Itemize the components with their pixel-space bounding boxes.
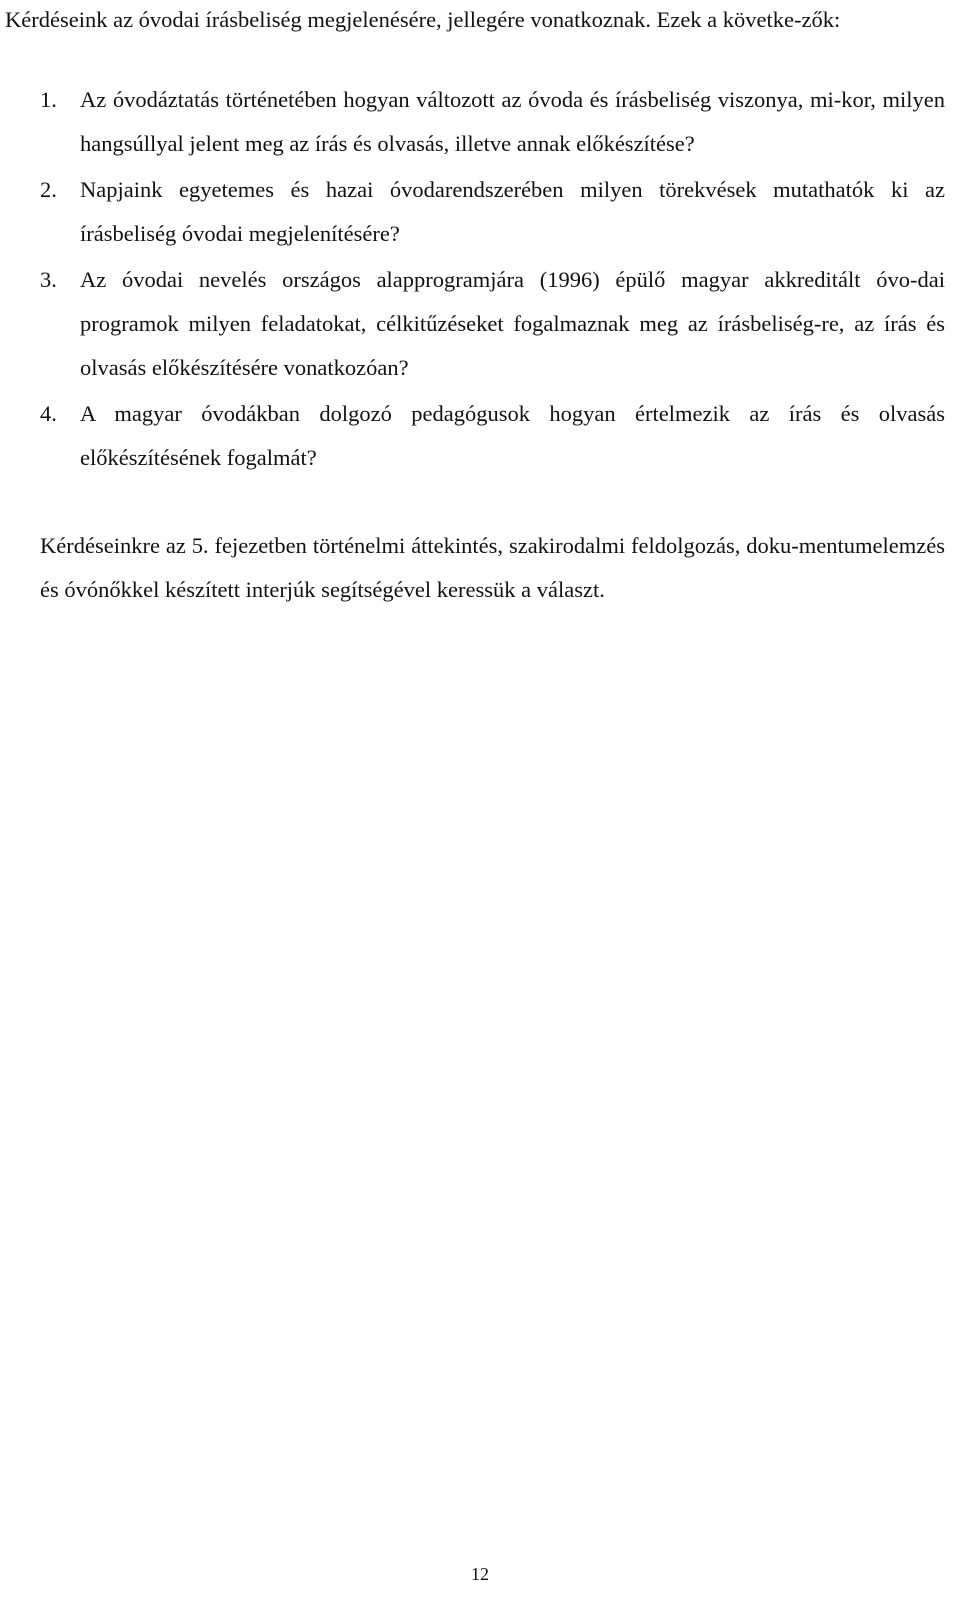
question-text-1: Az óvodáztatás történetében hogyan változott az óvoda és írásbeliség viszonya, mi-kor, milyen hangsúllyal jelent meg az írás és olvasás, illetve annak előkészítése? <box>80 87 945 156</box>
closing-paragraph: Kérdéseinkre az 5. fejezetben történelmi áttekintés, szakirodalmi feldolgozás, doku-mentumelemzés és óvónőkkel készített interjúk segítségével keressük a választ. <box>40 533 945 602</box>
question-text-4: A magyar óvodákban dolgozó pedagógusok hogyan értelmezik az írás és olvasás előkészítésének fogalmát? <box>80 401 945 470</box>
question-number-3: 3. <box>40 267 57 292</box>
question-item-3 <box>40 258 945 390</box>
question-item-2 <box>40 168 945 256</box>
question-number-2: 2. <box>40 177 57 202</box>
question-number-4: 4. <box>40 401 57 426</box>
page-number: 12 <box>471 1564 489 1584</box>
intro-paragraph: Kérdéseink az óvodai írásbeliség megjelenésére, jellegére vonatkoznak. Ezek a követke-zők: <box>5 7 841 32</box>
research-questions-list <box>40 78 945 482</box>
question-item-1 <box>40 78 945 166</box>
question-item-4 <box>40 392 945 480</box>
question-text-3: Az óvodai nevelés országos alapprogramjára (1996) épülő magyar akkreditált óvo-dai programok milyen feladatokat, célkitűzéseket fogalmaznak meg az írásbeliség-re, az írás és olvasás előkészítésére vonatkozóan? <box>80 267 945 380</box>
question-number-1: 1. <box>40 87 57 112</box>
question-text-2: Napjaink egyetemes és hazai óvodarendszerében milyen törekvések mutathatók ki az írásbeliség óvodai megjelenítésére? <box>80 177 945 246</box>
